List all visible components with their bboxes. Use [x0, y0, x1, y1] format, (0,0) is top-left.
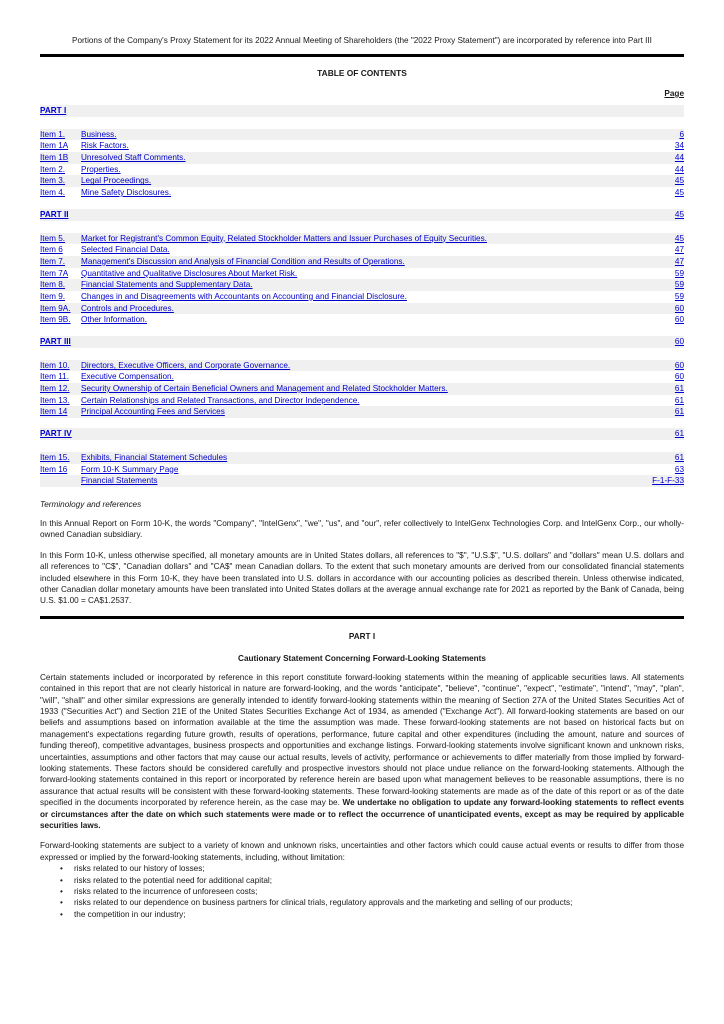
toc-item-page[interactable]: 44 — [674, 164, 684, 174]
toc-item-title[interactable]: Directors, Executive Officers, and Corporate Governance. — [81, 360, 291, 370]
toc-item-page[interactable]: 34 — [674, 141, 684, 151]
toc-item-title[interactable]: Unresolved Staff Comments. — [81, 153, 186, 163]
divider — [40, 616, 684, 619]
toc-item-page[interactable]: 59 — [674, 268, 684, 278]
toc-row[interactable] — [40, 268, 684, 280]
toc-row[interactable] — [40, 164, 684, 176]
toc-item-number[interactable] — [40, 475, 81, 487]
toc-part-row[interactable] — [40, 428, 684, 440]
toc-item-title[interactable]: Properties. — [81, 164, 121, 174]
terminology-paragraph-2: In this Form 10-K, unless otherwise specified, all monetary amounts are in United States dollars, all references to "$", "U.S.$", "U.S. dollars" and "dollars" mean U.S. dollars and all references to "C$", "Canadian dollars" and "CA$" mean Canadian dollars. To the extent that such monetary amounts are derived from our consolidated financial statements included elsewhere in this Form 10-K, they have been translated into U.S. dollars in accordance with our accounting policies as described therein. Unless otherwise indicated, other Canadian dollar monetary amounts have been translated into United States dollars at the average annual exchange rate for 2021 as reported by the Bank of Canada, being U.S. $1.00 = CA$1.2537. — [40, 550, 684, 606]
toc-item-title[interactable]: Controls and Procedures. — [81, 303, 174, 313]
page-column-header: Page — [664, 89, 684, 98]
toc-item-title[interactable]: Risk Factors. — [81, 141, 129, 151]
toc-title: TABLE OF CONTENTS — [317, 68, 407, 78]
toc-item-number[interactable]: Item 6 — [40, 245, 63, 255]
toc-item-number[interactable]: Item 9B. — [40, 315, 71, 325]
toc-item-title[interactable]: Financial Statements and Supplementary Data. — [81, 280, 253, 290]
toc-item-title[interactable]: Management's Discussion and Analysis of Financial Condition and Results of Operations. — [81, 256, 405, 266]
toc-part-row[interactable] — [40, 209, 684, 221]
intro-text: Portions of the Company's Proxy Statement for its 2022 Annual Meeting of Shareholders (the "2022 Proxy Statement") are incorporated by reference into Part III — [72, 36, 652, 45]
list-item: • the competition in our industry; — [60, 909, 684, 920]
toc-item-page[interactable]: 63 — [674, 464, 684, 474]
toc-part-link[interactable]: PART III — [40, 337, 71, 346]
toc-item-number[interactable]: Item 12. — [40, 384, 70, 394]
toc-item-number[interactable]: Item 9. — [40, 291, 66, 301]
list-item: • risks related to the potential need for additional capital; — [60, 875, 684, 886]
toc-item-title[interactable]: Security Ownership of Certain Beneficial Owners and Management and Related Stockholder Matters. — [81, 384, 448, 394]
toc-item-title[interactable]: Market for Registrant's Common Equity, Related Stockholder Matters and Issuer Purchases of Equity Securities. — [81, 233, 487, 243]
toc-row[interactable] — [40, 360, 684, 372]
terminology-heading: Terminology and references — [40, 499, 142, 509]
toc-part-page[interactable]: 60 — [674, 337, 684, 346]
toc-row[interactable] — [40, 279, 684, 291]
cautionary-heading: Cautionary Statement Concerning Forward-Looking Statements — [238, 653, 486, 663]
toc-item-page[interactable]: 61 — [674, 407, 684, 417]
toc-item-title[interactable]: Changes in and Disagreements with Accountants on Accounting and Financial Disclosure. — [81, 291, 407, 301]
toc-item-title[interactable]: Quantitative and Qualitative Disclosures About Market Risk. — [81, 268, 298, 278]
toc-row[interactable] — [40, 152, 684, 164]
toc-item-number[interactable]: Item 13. — [40, 395, 70, 405]
toc-item-page[interactable]: 6 — [679, 129, 684, 139]
toc-item-number[interactable]: Item 1A — [40, 141, 69, 151]
toc-row[interactable] — [40, 406, 684, 418]
toc-row[interactable] — [40, 140, 684, 152]
toc-item-title[interactable]: Mine Safety Disclosures. — [81, 188, 172, 198]
toc-item-title[interactable]: Business. — [81, 129, 117, 139]
cautionary-bold-text: We undertake no obligation to update any forward-looking statements to reflect events or circumstances after the date on which such statements were made or to reflect the occurrence of unanticipated events, except as may be required by applicable securities laws. — [40, 798, 684, 830]
toc-item-page[interactable]: 44 — [674, 153, 684, 163]
toc-part-link[interactable]: PART IV — [40, 429, 72, 439]
toc-item-title[interactable]: Selected Financial Data. — [81, 245, 170, 255]
divider — [40, 54, 684, 57]
toc-item-page[interactable]: 45 — [674, 176, 684, 186]
toc-row[interactable] — [40, 233, 684, 245]
toc-row[interactable] — [40, 175, 684, 187]
toc-item-page[interactable]: 60 — [674, 303, 684, 313]
toc-item-number[interactable]: Item 9A. — [40, 303, 71, 313]
toc-part-row[interactable] — [40, 336, 684, 348]
toc-item-page[interactable]: 59 — [674, 291, 684, 301]
toc-part-page[interactable] — [624, 105, 684, 117]
toc-row[interactable] — [40, 383, 684, 395]
toc-part-link[interactable]: PART II — [40, 209, 69, 219]
toc-item-number[interactable]: Item 3. — [40, 176, 66, 186]
toc-item-number[interactable]: Item 14 — [40, 407, 68, 417]
toc-item-page[interactable]: 61 — [674, 384, 684, 394]
toc-item-title[interactable]: Executive Compensation. — [81, 372, 174, 382]
toc-item-page[interactable]: 60 — [674, 372, 684, 382]
toc-item-page[interactable]: 47 — [674, 256, 684, 266]
toc-item-page[interactable]: 47 — [674, 245, 684, 255]
toc-item-number[interactable]: Item 15. — [40, 452, 70, 462]
table-of-contents — [40, 105, 684, 487]
toc-part-page[interactable]: 45 — [674, 209, 684, 219]
toc-row[interactable] — [40, 129, 684, 141]
toc-item-number[interactable]: Item 11. — [40, 372, 69, 382]
part-i-heading: PART I — [348, 631, 376, 641]
toc-row[interactable] — [40, 452, 684, 464]
terminology-paragraph-1: In this Annual Report on Form 10-K, the words "Company", "IntelGenx", "we", "us", and "our", refer collectively to IntelGenx Technologies Corp. and IntelGenx Corp., our wholly-owned Canadian subsidiary. — [40, 518, 684, 540]
toc-item-number[interactable]: Item 4. — [40, 188, 66, 198]
toc-item-page[interactable]: 60 — [674, 315, 684, 325]
toc-row[interactable] — [40, 187, 684, 199]
toc-item-title[interactable]: Principal Accounting Fees and Services — [81, 407, 225, 417]
toc-row[interactable] — [40, 371, 684, 383]
toc-item-page[interactable]: 45 — [674, 233, 684, 243]
toc-item-number[interactable]: Item 8. — [40, 280, 66, 290]
toc-item-number[interactable]: Item 7A — [40, 268, 69, 278]
cautionary-paragraph-1 — [40, 672, 684, 832]
toc-item-title[interactable]: Legal Proceedings. — [81, 176, 152, 186]
toc-item-number[interactable]: Item 10. — [40, 360, 70, 370]
toc-item-page[interactable]: 59 — [674, 280, 684, 290]
toc-item-number[interactable]: Item 7. — [40, 256, 66, 266]
cautionary-text: Certain statements included or incorporated by reference in this report constitute forward-looking statements within the meaning of applicable securities laws. All statements contained in this report that are not clearly historical in nature are forward-looking, and the words "anticipate", "believe", "continue", "expect", "estimate", "intend", "may", "plan", "will", "shall" and other similar expressions are generally intended to identify forward-looking statements within the meaning of Section 27A of the United States Securities Act of 1933 ("Securities Act") and Section 21E of the United States Securities Exchange Act of 1934, as amended ("Exchange Act"). All forward-looking statements are based on our beliefs and assumptions based on information available at the time the assumption was made. These forward-looking statements are not based on historical facts but on management's expectations regarding future growth, results of operations, performance, future capital and other expenditures (including the amount, nature and sources of funding thereof), competitive advantages, business prospects and opportunities and exchange listings. Forward-looking statements involve significant known and unknown risks, uncertainties, assumptions and other factors that may cause our actual results, levels of activity, performance or achievements to differ materially from those implied by forward-looking statements. These factors should be considered carefully and prospective investors should not place undue reliance on the forward-looking statements. Although the forward-looking statements contained in this report or incorporated by reference herein are based upon what management believes to be reasonable assumptions, there is no assurance that actual results will be consistent with these forward-looking statements. These forward-looking statements are made as of the date of this report or as of the date specified in the documents incorporated by reference herein, as the case may be. — [40, 672, 684, 808]
toc-item-title[interactable]: Financial Statements — [81, 476, 158, 486]
toc-item-title[interactable]: Other Information. — [81, 315, 147, 325]
toc-item-title[interactable]: Exhibits, Financial Statement Schedules — [81, 452, 228, 462]
toc-part-row[interactable] — [40, 105, 684, 117]
list-item: • risks related to our history of losses; — [60, 863, 684, 874]
toc-item-page[interactable]: 60 — [674, 360, 684, 370]
toc-item-title[interactable]: Certain Relationships and Related Transactions, and Director Independence. — [81, 395, 360, 405]
toc-row[interactable] — [40, 303, 684, 315]
toc-item-title[interactable]: Form 10-K Summary Page — [81, 464, 179, 474]
list-item: • risks related to the incurrence of unforeseen costs; — [60, 886, 684, 897]
cautionary-paragraph-2: Forward-looking statements are subject to a variety of known and unknown risks, uncertainties and other factors which could cause actual events or results to differ from those expressed or implied by the forward-looking statements, including, without limitation: — [40, 841, 684, 862]
toc-row[interactable] — [40, 475, 684, 487]
toc-item-number[interactable]: Item 1B — [40, 153, 69, 163]
list-item: • risks related to our dependence on business partners for clinical trials, regulatory approvals and the marketing and selling of our products; — [60, 897, 684, 908]
toc-item-page[interactable]: 61 — [674, 395, 684, 405]
toc-row[interactable] — [40, 314, 684, 326]
toc-row[interactable] — [40, 256, 684, 268]
toc-row[interactable] — [40, 291, 684, 303]
toc-item-number[interactable]: Item 16 — [40, 464, 68, 474]
toc-item-number[interactable]: Item 1. — [40, 129, 66, 139]
toc-item-page[interactable]: 45 — [674, 188, 684, 198]
toc-item-page[interactable]: 61 — [674, 452, 684, 462]
toc-item-number[interactable]: Item 5. — [40, 233, 66, 243]
toc-item-page[interactable]: F-1-F-33 — [652, 476, 684, 486]
risk-list — [40, 863, 684, 920]
toc-row[interactable] — [40, 244, 684, 256]
document-page — [40, 0, 684, 920]
toc-part-page[interactable]: 61 — [674, 429, 684, 439]
toc-row[interactable] — [40, 395, 684, 407]
toc-item-number[interactable]: Item 2. — [40, 164, 66, 174]
toc-row[interactable] — [40, 464, 684, 476]
toc-part-link[interactable]: PART I — [40, 106, 67, 115]
